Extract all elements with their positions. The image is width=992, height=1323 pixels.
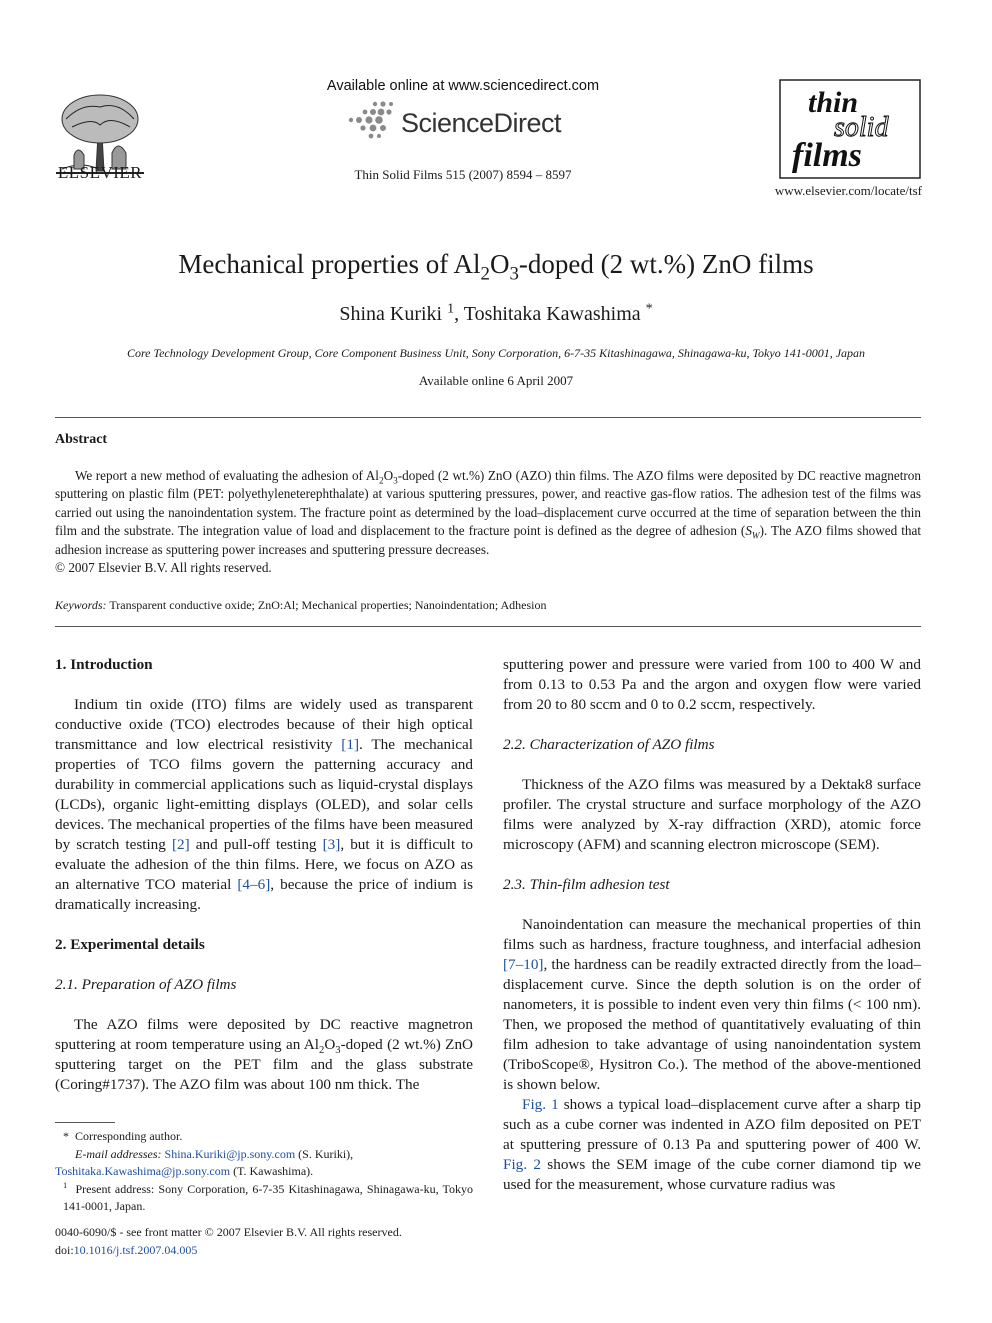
journal-citation: Thin Solid Films 515 (2007) 8594 – 8597 xyxy=(354,167,572,182)
sciencedirect-dots-icon xyxy=(345,100,395,140)
sciencedirect-logo-text[interactable]: ScienceDirect xyxy=(401,108,562,138)
abstract-body: We report a new method of evaluating the adhesion of $Al_2O_3$-doped (2 wt.%) ZnO (AZO) thin films. The AZO films were deposited by DC reactive magnetron sputtering on plastic film (PET: polyethyleneterephthalate) at various sputtering pressures, power, and reactive gas-flow ratios. The adhesion test of the films was carried out using the nanoindentation system. The fracture point as determined by the load–displacement curve occurred at the time of separation between the thin film and the substrate. The integration value of load and displacement to the fracture point is defined as the degree of adhesion $(S_W)$. The AZO films showed that adhesion increase as sputtering power increases and sputtering pressure decreases. xyxy=(55,468,921,557)
email-note-continued: Toshitaka.Kawashima@jp.sony.com (T. Kawashima). xyxy=(55,1164,314,1178)
svg-text:solid: solid xyxy=(834,112,889,143)
ref-link-2[interactable]: [2] xyxy=(171,836,190,853)
article-title: Mechanical properties of $Al_2O_3$-doped (2 wt.%) ZnO films xyxy=(178,249,814,285)
journal-url-link[interactable]: www.elsevier.com/locate/tsf xyxy=(774,183,922,198)
publisher-name: ELSEVIER xyxy=(57,163,143,182)
ref-link-4-6[interactable]: [4–6] xyxy=(237,876,271,893)
footnote-marker-1: 1 xyxy=(447,301,455,317)
available-online-text[interactable]: Available online at www.sciencedirect.com xyxy=(326,78,600,94)
fig2-link[interactable]: Fig. 2 xyxy=(503,1156,541,1173)
section-heading-experimental: 2. Experimental details xyxy=(55,936,205,953)
section-heading-introduction: 1. Introduction xyxy=(55,656,153,673)
abstract-divider xyxy=(55,626,921,627)
ref-link-1[interactable]: [1] xyxy=(341,736,360,753)
top-divider xyxy=(55,417,921,418)
doi-line: doi:10.1016/j.tsf.2007.04.005 xyxy=(55,1242,198,1257)
adhesion-paragraph: Nanoindentation can measure the mechanical properties of thin films such as hardness, fracture toughness, and interfacial adhesion [7–10], the hardness can be readily extracted directly from the load–displacement curve. Since the depth solution is on the order of nanometers, it is possible to indent even very thin films (< 100 nm). Then, we proposed the method of quantitatively evaluating of thin film adhesion to take advantage of using nanoindentation system (TriboScope®, Hysitron Co.). The method of the above-mentioned is shown below. xyxy=(503,916,921,1093)
figure-description-paragraph: Fig. 1 shows a typical load–displacement curve after a sharp tip such as a cube corner was indented in AZO film deposited on PET at sputtering pressure of 0.13 Pa and sputtering power of 400 W. Fig. 2 shows the SEM image of the cube corner diamond tip we used for the measurement, whose curvature radius was xyxy=(503,1096,921,1193)
footnotes xyxy=(55,1128,473,1216)
intro-paragraph: Indium tin oxide (ITO) films are widely used as transparent conductive oxide (TCO) electrodes because of their high optical transmittance and low electrical resistivity [1]. The mechanical properties of TCO films govern the patterning accuracy and durability in commercial applications such as liquid-crystal displays (LCDs), organic light-emitting displays (OLED), and solar cells devices. The mechanical properties of the films have been measured by scratch testing [2] and pull-off testing [3], but it is difficult to evaluate the adhesion of the thin films. Here, we focus on AZO as an alternative TCO material [4–6], because the price of indium is dramatically increasing. xyxy=(55,696,473,913)
fig1-link[interactable]: Fig. 1 xyxy=(522,1096,559,1113)
left-column xyxy=(55,655,473,1095)
subsection-heading-preparation: 2.1. Preparation of AZO films xyxy=(55,976,237,993)
author-kuriki: Shina Kuriki xyxy=(339,303,443,325)
corresponding-author-note: * Corresponding author. xyxy=(63,1129,183,1143)
author-kawashima: Toshitaka Kawashima xyxy=(463,303,641,325)
corresponding-marker: * xyxy=(645,301,653,317)
thin-solid-films-logo xyxy=(778,78,922,180)
ref-link-7-10[interactable]: [7–10] xyxy=(503,956,544,973)
doi-link[interactable]: 10.1016/j.tsf.2007.04.005 xyxy=(73,1242,198,1257)
footnote-divider xyxy=(55,1122,115,1123)
svg-text:thin: thin xyxy=(808,86,859,119)
preparation-paragraph-continued: sputtering power and pressure were varied from 100 to 400 W and from 0.13 to 0.53 Pa and the argon and oxygen flow were varied from 20 to 80 sccm and 0 to 0.2 sccm, respectively. xyxy=(503,656,921,713)
issn-line: 0040-6090/$ - see front matter © 2007 Elsevier B.V. All rights reserved. xyxy=(55,1225,402,1239)
abstract-heading: Abstract xyxy=(55,432,108,447)
email-link-kawashima[interactable]: Toshitaka.Kawashima@jp.sony.com xyxy=(55,1164,231,1178)
author-list: Shina Kuriki $^1$, Toshitaka Kawashima * xyxy=(339,301,653,325)
abstract-copyright: © 2007 Elsevier B.V. All rights reserved. xyxy=(55,560,272,575)
email-note: E-mail addresses: Shina.Kuriki@jp.sony.com (S. Kuriki), xyxy=(75,1146,354,1161)
available-date: Available online 6 April 2007 xyxy=(418,373,574,388)
present-address-note: $^1$ Present address: Sony Corporation, 6-7-35 Kitashinagawa, Shinagawa-ku, Tokyo 141-0001, Japan. xyxy=(63,1180,473,1213)
right-column xyxy=(503,655,921,1195)
preparation-paragraph: The AZO films were deposited by DC reactive magnetron sputtering at room temperature using an $Al_2O_3$-doped (2 wt.%) ZnO sputtering target on the PET film and the glass substrate (Coring#1737). The AZO film was about 100 nm thick. The xyxy=(55,1016,474,1093)
svg-text:films: films xyxy=(792,137,862,174)
email-link-kuriki[interactable]: Shina.Kuriki@jp.sony.com xyxy=(164,1146,296,1161)
subsection-heading-adhesion-test: 2.3. Thin-film adhesion test xyxy=(503,876,670,893)
ref-link-3[interactable]: [3] xyxy=(322,836,341,853)
characterization-paragraph: Thickness of the AZO films was measured by a Dektak8 surface profiler. The crystal structure and surface morphology of the AZO films were analyzed by X-ray diffraction (XRD), atomic force microscopy (AFM) and scanning electron microscope (SEM). xyxy=(503,776,921,853)
front-matter xyxy=(55,1224,473,1259)
keywords: Keywords: Transparent conductive oxide; ZnO:Al; Mechanical properties; Nanoindentation; Adhesion xyxy=(55,598,547,612)
affiliation: Core Technology Development Group, Core Component Business Unit, Sony Corporation, 6-7-35 Kitashinagawa, Shinagawa-ku, Tokyo 141-0001, Japan xyxy=(126,346,866,360)
subsection-heading-characterization: 2.2. Characterization of AZO films xyxy=(503,736,715,753)
